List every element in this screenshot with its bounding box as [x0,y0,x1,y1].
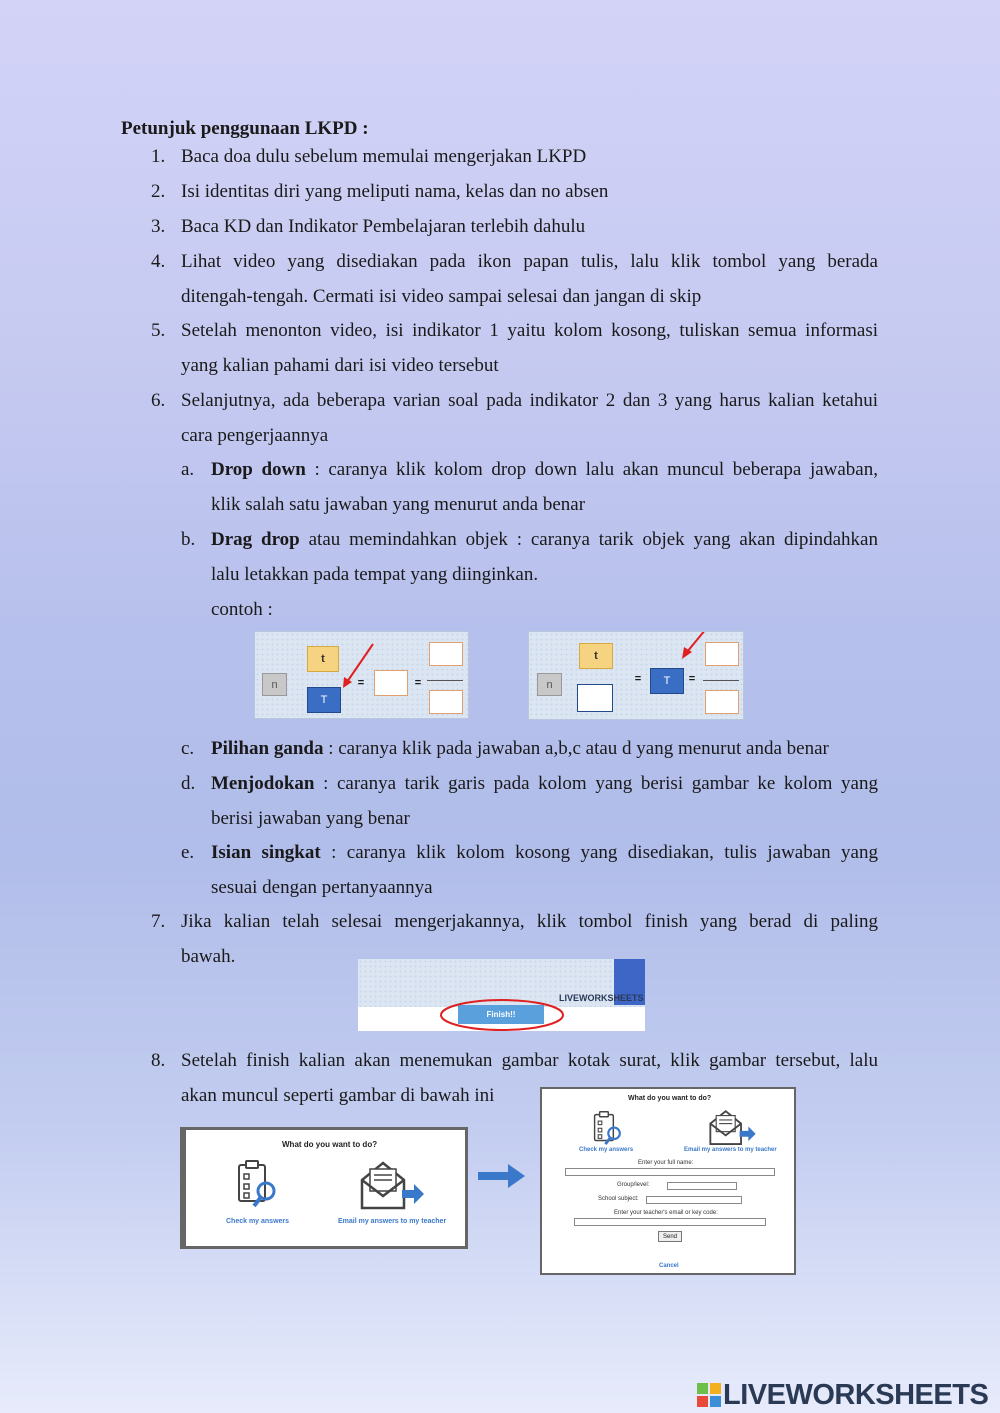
list-item [181,244,878,314]
item-text: akan muncul seperti gambar di bawah ini [181,1085,495,1106]
list-item [181,174,878,209]
sub-item-letter: c. [181,738,195,759]
equals-sign: = [634,673,642,685]
dialog-email-form [540,1087,796,1275]
liveworksheets-logo-icon [697,1383,721,1407]
item-text: cara pengerjaannya [181,425,329,446]
subject-field [646,1196,742,1204]
sub-item-term: Menjodokan [211,773,315,794]
list-item [181,383,878,453]
sub-item-text: klik salah satu jawaban yang menurut anda benar [211,494,586,515]
email-envelope-icon [702,1109,764,1147]
item-text: Setelah finish kalian akan menemukan gambar kotak surat, klik gambar tersebut, lalu [181,1050,878,1071]
sub-item-text: berisi jawaban yang benar [211,808,410,829]
list-item [181,209,878,244]
equals-sign: = [688,673,696,685]
red-arrow-icon [529,632,743,719]
sub-item-multiple-choice [211,731,878,766]
sub-item-term: Isian singkat [211,842,321,863]
sub-item-drop-down [211,452,878,522]
dialog-what-to-do [180,1127,468,1249]
list-item [181,313,878,383]
footer-logo [697,1378,988,1412]
tile-t: t [307,646,339,672]
item-number: 7. [151,911,166,932]
full-name-field [565,1168,775,1176]
email-envelope-icon [358,1160,428,1212]
item-text: Baca doa dulu sebelum memulai mengerjakan LKPD [181,146,587,167]
sub-item-text: : caranya tarik garis pada kolom yang berisi gambar ke kolom yang [314,773,878,794]
full-name-label: Enter your full name: [638,1160,694,1166]
dialog-title: What do you want to do? [282,1140,378,1149]
sub-item-letter: e. [181,842,195,863]
drag-drop-example-after [528,631,744,720]
item-text: bawah. [181,946,236,967]
item-number: 6. [151,390,166,411]
item-text: Setelah menonton video, isi indikator 1 yaitu kolom kosong, tuliskan semua informasi [181,320,878,341]
sub-item-text: : caranya klik kolom kosong yang disediakan, tulis jawaban yang [320,842,878,863]
finish-button: Finish!! [458,1005,544,1024]
tile-T-dropped: T [650,668,684,694]
clipboard-check-icon [236,1160,282,1210]
item-text: Selanjutnya, ada beberapa varian soal pada indikator 2 dan 3 yang harus kalian ketahui [181,390,878,411]
equals-sign: = [357,677,365,689]
item-number: 4. [151,251,166,272]
red-arrow-icon [255,632,468,718]
finish-example-image [358,959,645,1031]
red-circle-icon [358,959,645,1031]
group-label: Group/level: [617,1182,650,1188]
sub-item-text: lalu letakkan pada tempat yang diinginkan. [211,564,539,585]
equals-sign: = [414,677,422,689]
item-number: 1. [151,146,166,167]
tile-n: n [537,673,562,696]
item-text: Lihat video yang disediakan pada ikon papan tulis, lalu klik tombol yang berada [181,251,878,272]
sub-item-letter: b. [181,529,196,550]
item-number: 2. [151,181,166,202]
item-text: yang kalian pahami dari isi video tersebut [181,355,499,376]
sub-item-text: : caranya klik pada jawaban a,b,c atau d yang menurut anda benar [323,738,829,759]
footer-brand: LIVEWORKSHEETS [723,1378,989,1411]
item-text: Baca KD dan Indikator Pembelajaran terlebih dahulu [181,216,586,237]
email-teacher-link: Email my answers to my teacher [684,1147,777,1153]
sub-item-letter: a. [181,459,195,480]
item-text: ditengah-tengah. Cermati isi video sampai selesai dan jangan di skip [181,286,702,307]
teacher-email-label: Enter your teacher's email or key code: [614,1210,718,1216]
group-field [667,1182,737,1190]
sub-item-text: contoh : [211,599,273,620]
sub-item-text: atau memindahkan objek : caranya tarik objek yang akan dipindahkan [299,529,878,550]
check-answers-link: Check my answers [579,1147,634,1153]
item-number: 8. [151,1050,166,1071]
sub-item-short-answer [211,835,878,905]
item-text: Jika kalian telah selesai mengerjakannya, klik tombol finish yang berad di paling [181,911,878,932]
tile-n: n [262,673,287,696]
item-number: 3. [151,216,166,237]
brand-label: LIVEWORKSHEETS [559,993,644,1003]
item-text: Isi identitas diri yang meliputi nama, kelas dan no absen [181,181,609,202]
drag-drop-example-before [254,631,469,719]
page-title: Petunjuk penggunaan LKPD : [121,118,369,139]
tile-T-drag: T [307,687,341,713]
sub-item-matching [211,766,878,836]
send-button: Send [658,1231,682,1242]
arrow-right-icon [478,1163,526,1189]
sub-item-term: Drag drop [211,529,300,550]
sub-item-term: Drop down [211,459,306,480]
email-teacher-link: Email my answers to my teacher [338,1218,447,1225]
sub-item-drag-drop [211,522,878,627]
tile-t: t [579,643,613,669]
item-number: 5. [151,320,166,341]
sub-item-text: sesuai dengan pertanyaannya [211,877,433,898]
list-item [181,139,878,174]
teacher-email-field [574,1218,766,1226]
sub-item-term: Pilihan ganda [211,738,324,759]
dialog-title: What do you want to do? [628,1095,712,1102]
sub-item-letter: d. [181,773,196,794]
check-answers-link: Check my answers [226,1218,290,1225]
sub-item-text: : caranya klik kolom drop down lalu akan muncul beberapa jawaban, [305,459,878,480]
subject-label: School subject: [598,1196,639,1202]
cancel-link: Cancel [659,1263,679,1269]
clipboard-check-icon [590,1111,628,1147]
